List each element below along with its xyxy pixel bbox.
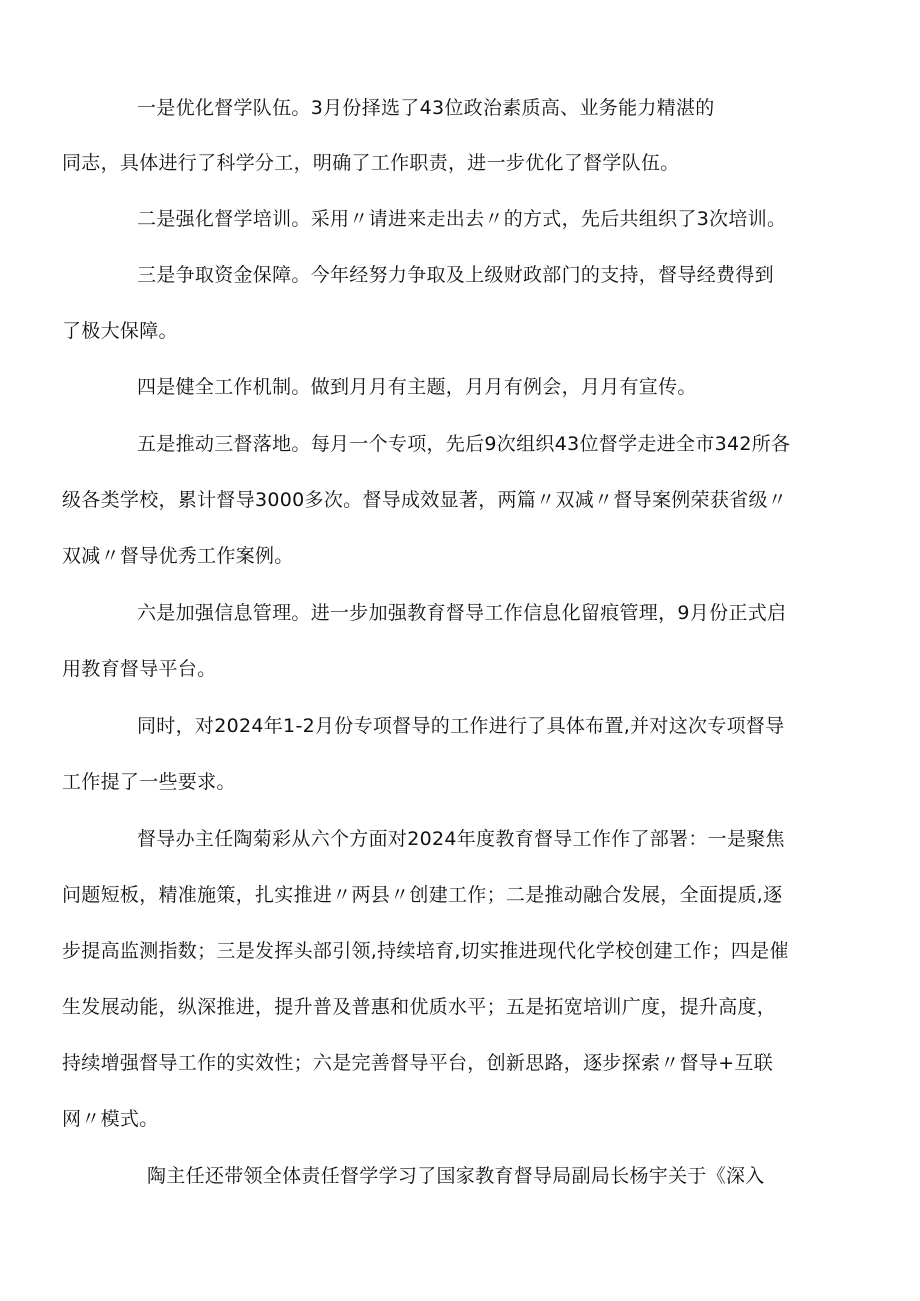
paragraph-1-line-1: 一是优化督学队伍。3月份择选了43位政治素质高、业务能力精湛的 (137, 97, 715, 119)
paragraph-6-line-2: 用教育督导平台。 (62, 658, 217, 680)
paragraph-4-line-1: 四是健全工作机制。做到月月有主题，月月有例会，月月有宣传。 (137, 376, 697, 398)
paragraph-9-line-1: 陶主任还带领全体责任督学学习了国家教育督导局副局长杨宇关于《深入 (147, 1165, 765, 1187)
paragraph-2-line-1: 二是强化督学培训。采用〃请进来走出去〃的方式，先后共组织了3次培训。 (137, 208, 787, 230)
paragraph-3-line-1: 三是争取资金保障。今年经努力争取及上级财政部门的支持，督导经费得到 (137, 264, 774, 286)
paragraph-8-line-1: 督导办主任陶菊彩从六个方面对2024年度教育督导工作作了部署：一是聚焦 (137, 828, 785, 850)
paragraph-8-line-4: 生发展动能，纵深推进，提升普及普惠和优质水平；五是拓宽培训广度，提升高度， (62, 996, 777, 1018)
paragraph-8-line-5: 持续增强督导工作的实效性；六是完善督导平台，创新思路，逐步探索〃督导+互联 (62, 1052, 774, 1074)
paragraph-1-line-2: 同志，具体进行了科学分工，明确了工作职责，进一步优化了督学队伍。 (62, 152, 680, 174)
paragraph-8-line-3: 步提高监测指数；三是发挥头部引领,持续培育,切实推进现代化学校创建工作；四是催 (62, 940, 789, 962)
paragraph-3-line-2: 了极大保障。 (62, 320, 178, 342)
paragraph-7-line-1: 同时，对2024年1-2月份专项督导的工作进行了具体布置,并对这次专项督导 (137, 715, 785, 737)
paragraph-6-line-1: 六是加强信息管理。进一步加强教育督导工作信息化留痕管理，9月份正式启 (137, 602, 787, 624)
paragraph-5-line-3: 双减〃督导优秀工作案例。 (62, 545, 294, 567)
paragraph-5-line-2: 级各类学校，累计督导3000多次。督导成效显著，两篇〃双减〃督导案例荣获省级〃 (62, 489, 788, 511)
paragraph-5-line-1: 五是推动三督落地。每月一个专项，先后9次组织43位督学走进全市342所各 (137, 433, 791, 455)
paragraph-8-line-6: 网〃模式。 (62, 1108, 159, 1130)
paragraph-8-line-2: 问题短板，精准施策，扎实推进〃两县〃创建工作；二是推动融合发展，全面提质,逐 (62, 884, 783, 906)
paragraph-7-line-2: 工作提了一些要求。 (62, 771, 236, 793)
